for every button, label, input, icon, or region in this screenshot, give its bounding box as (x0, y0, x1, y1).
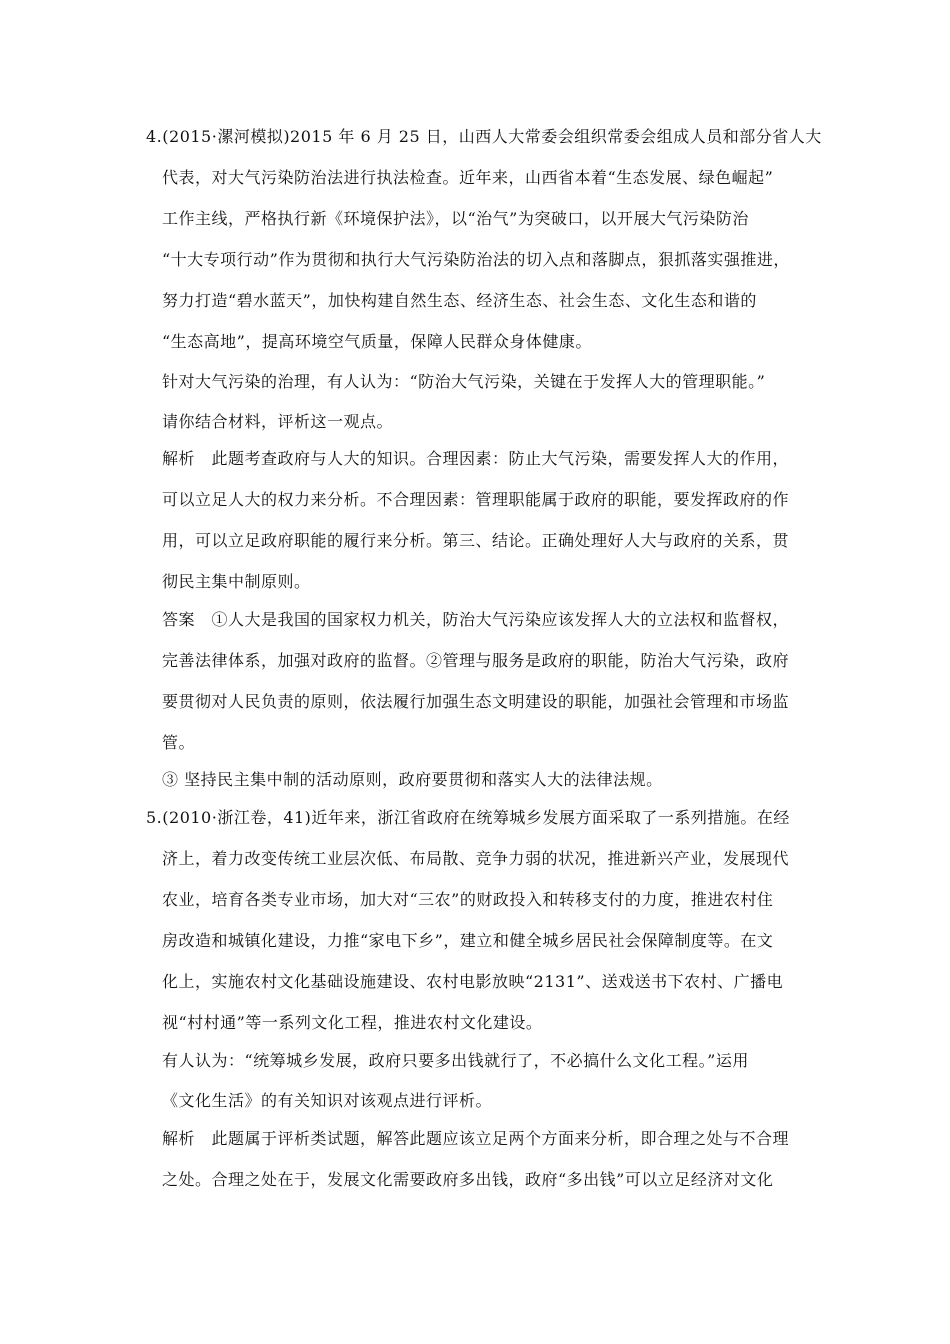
q4-number: 4. (146, 127, 163, 146)
q4-line-5: 努力打造“碧水蓝天”，加快构建自然生态、经济生态、社会生态、文化生态和谐的 (162, 291, 757, 310)
q4-line-6: “生态高地”，提高环境空气质量，保障人民群众身体健康。 (162, 332, 592, 351)
q5-number: 5. (146, 808, 163, 827)
q4-answer-5: ③ 坚持民主集中制的活动原则，政府要贯彻和落实人大的法律法规。 (162, 770, 663, 789)
q5-line-1 (146, 808, 790, 828)
q4-analysis-2: 可以立足人大的权力来分析。不合理因素：管理职能属于政府的职能，要发挥政府的作 (162, 490, 790, 509)
q4-analysis-1: 解析 此题考查政府与人大的知识。合理因素：防止大气污染，需要发挥人大的作用， (162, 449, 790, 468)
q5-prompt-1: 有人认为：“统筹城乡发展，政府只要多出钱就行了，不必搞什么文化工程。”运用 (162, 1051, 749, 1070)
q4-analysis-4: 彻民主集中制原则。 (162, 572, 311, 591)
q5-text-1: (2010·浙江卷，41)近年来，浙江省政府在统筹城乡发展方面采取了一系列措施。在经 (162, 808, 790, 827)
q5-analysis-2: 之处。合理之处在于，发展文化需要政府多出钱，政府“多出钱”可以立足经济对文化 (162, 1170, 774, 1189)
q5-line-4: 房改造和城镇化建设，力推“家电下乡”，建立和健全城乡居民社会保障制度等。在文 (162, 931, 774, 950)
q4-text-1: (2015·漯河模拟)2015 年 6 月 25 日，山西人大常委会组织常委会组成人员和部分省人大 (162, 127, 822, 146)
q4-answer-4: 管。 (162, 733, 196, 752)
q5-line-2: 济上，着力改变传统工业层次低、布局散、竞争力弱的状况，推进新兴产业，发展现代 (162, 849, 790, 868)
q4-line-4: “十大专项行动”作为贯彻和执行大气污染防治法的切入点和落脚点，狠抓落实强推进， (162, 250, 790, 269)
q5-line-6: 视“村村通”等一系列文化工程，推进农村文化建设。 (162, 1013, 543, 1032)
q5-analysis-1: 解析 此题属于评析类试题，解答此题应该立足两个方面来分析，即合理之处与不合理 (162, 1129, 790, 1148)
q4-line-2: 代表，对大气污染防治法进行执法检查。近年来，山西省本着“生态发展、绿色崛起” (162, 168, 774, 187)
q4-analysis-3: 用，可以立足政府职能的履行来分析。第三、结论。正确处理好人大与政府的关系，贯 (162, 531, 790, 550)
q5-line-3: 农业，培育各类专业市场，加大对“三农”的财政投入和转移支付的力度，推进农村住 (162, 890, 774, 909)
q4-answer-1: 答案 ①人大是我国的国家权力机关，防治大气污染应该发挥人大的立法权和监督权， (162, 610, 790, 629)
q4-answer-2: 完善法律体系，加强对政府的监督。②管理与服务是政府的职能，防治大气污染，政府 (162, 651, 790, 670)
q4-prompt-2: 请你结合材料，评析这一观点。 (162, 412, 394, 431)
q4-prompt-1: 针对大气污染的治理，有人认为：“防治大气污染，关键在于发挥人大的管理职能。” (162, 372, 766, 391)
q5-prompt-2: 《文化生活》的有关知识对该观点进行评析。 (162, 1091, 493, 1110)
q5-line-5: 化上，实施农村文化基础设施建设、农村电影放映“2131”、送戏送书下农村、广播电 (162, 972, 784, 991)
q4-line-3: 工作主线，严格执行新《环境保护法》，以“治气”为突破口，以开展大气污染防治 (162, 209, 749, 228)
q4-line-1 (146, 127, 822, 147)
q4-answer-3: 要贯彻对人民负责的原则，依法履行加强生态文明建设的职能，加强社会管理和市场监 (162, 692, 790, 711)
